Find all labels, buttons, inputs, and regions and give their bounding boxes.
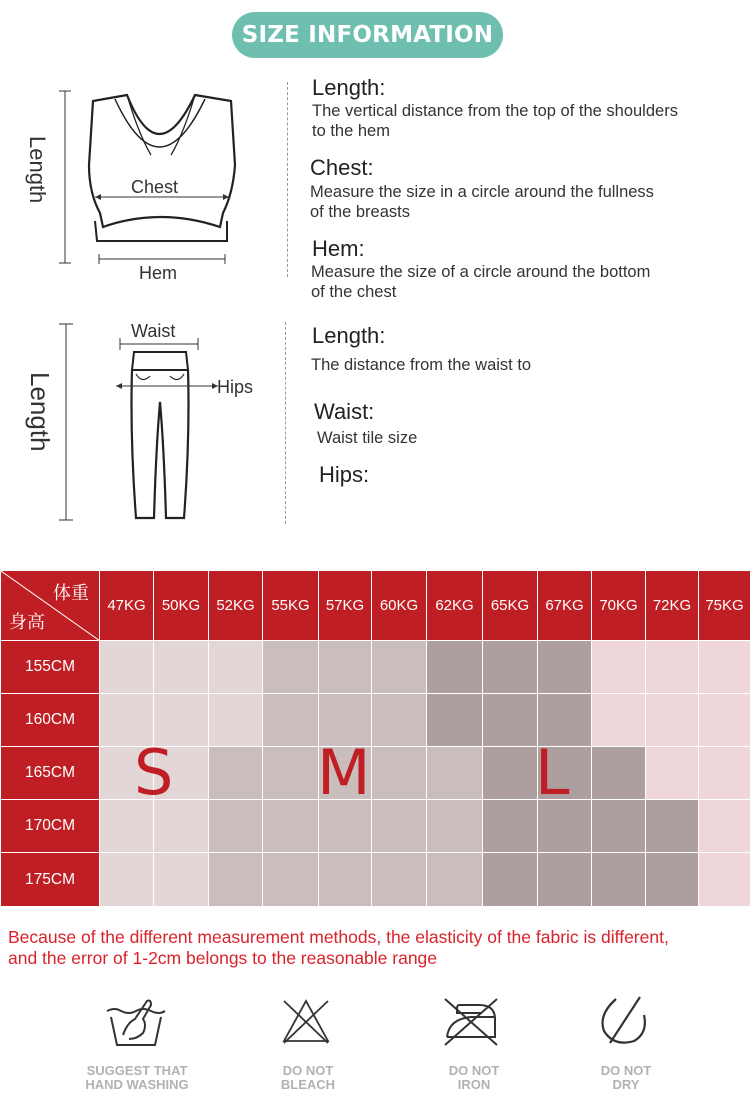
size-cell [483,641,538,694]
table-row [1,747,750,800]
size-cell [372,853,427,907]
waist-label: Waist [131,321,176,341]
table-row [1,694,750,747]
bra-length-label: Length [25,136,50,204]
size-cell [209,641,263,694]
measurement-disclaimer: Because of the different measurement methods, the elasticity of the fabric is different, and the error of 1-2cm belongs to the reasonable range [8,927,669,968]
weight-header-cell: 70KG [592,571,646,641]
size-cell [263,747,319,800]
desc-length-title: Length: [312,75,386,100]
size-cell [592,747,646,800]
size-cell [372,800,427,853]
size-cell [646,641,699,694]
no-bleach-icon [280,997,332,1047]
size-cell [319,641,372,694]
desc-hem-title: Hem: [312,236,365,261]
weight-header-cell: 55KG [263,571,319,641]
size-chart-table [0,570,750,907]
size-cell [100,641,154,694]
hand-wash-icon [103,995,169,1053]
no-bleach-label: DO NOT BLEACH [280,1063,336,1092]
size-cell [646,853,699,907]
table-row [1,641,750,694]
size-cell [427,694,483,747]
weight-header-cell: 72KG [646,571,699,641]
height-header-cell: 165CM [1,747,100,800]
size-cell [263,641,319,694]
size-cell [699,747,750,800]
height-header-cell: 155CM [1,641,100,694]
no-dry-icon [596,993,650,1049]
size-cell [209,747,263,800]
desc-length-text: The vertical distance from the top of the shoulders to the hem [312,102,678,140]
size-cell [646,800,699,853]
size-letter-m: M [317,736,371,809]
size-cell [209,694,263,747]
height-header-cell: 170CM [1,800,100,853]
size-cell [372,641,427,694]
size-cell [699,853,750,907]
no-dry-label: DO NOT DRY [600,1063,652,1092]
size-cell [699,641,750,694]
size-cell [209,853,263,907]
table-header-row [1,571,750,641]
size-cell [372,694,427,747]
size-cell [263,694,319,747]
size-cell [154,853,209,907]
table-row [1,800,750,853]
hem-label: Hem [139,263,178,283]
chest-label: Chest [131,177,179,197]
size-cell [646,694,699,747]
size-cell [592,641,646,694]
size-cell [427,800,483,853]
size-cell [646,747,699,800]
desc-hips-title: Hips: [319,462,370,487]
size-cell [538,641,592,694]
leggings-diagram [50,318,270,528]
size-cell [427,747,483,800]
weight-header-cell: 75KG [699,571,750,641]
size-cell [483,694,538,747]
size-cell [592,853,646,907]
desc-chest-title: Chest: [310,155,374,180]
hips-label: Hips [217,377,254,397]
leggings-length-label: Length [25,372,55,452]
size-cell [209,800,263,853]
height-header-cell: 160CM [1,694,100,747]
desc-waist-text: Waist tile size [317,429,418,447]
size-letter-l: L [535,736,570,809]
divider-bottom [285,322,286,524]
weight-header-cell: 47KG [100,571,154,641]
corner-height-label: 身高 [9,612,45,633]
desc-waist-title: Waist: [314,399,375,424]
size-cell [427,853,483,907]
weight-header-cell: 52KG [209,571,263,641]
weight-header-cell: 60KG [372,571,427,641]
size-cell [538,853,592,907]
size-cell [483,800,538,853]
size-cell [592,694,646,747]
divider-top [287,82,288,277]
weight-header-cell: 67KG [538,571,592,641]
page-title: SIZE INFORMATION [232,12,503,58]
size-cell [263,853,319,907]
no-iron-icon [441,995,501,1049]
desc-length2-title: Length: [312,323,386,348]
height-header-cell: 175CM [1,853,100,907]
table-row [1,853,750,907]
size-cell [699,694,750,747]
weight-header-cell: 57KG [319,571,372,641]
size-cell [427,641,483,694]
no-iron-label: DO NOT IRON [448,1063,500,1092]
size-cell [154,641,209,694]
size-cell [483,747,538,800]
size-cell [483,853,538,907]
size-cell [100,853,154,907]
weight-header-cell: 62KG [427,571,483,641]
desc-length2-text: The distance from the waist to [311,356,532,374]
size-cell [263,800,319,853]
size-cell [319,853,372,907]
table-corner-cell [1,571,100,641]
size-cell [372,747,427,800]
hand-wash-label: SUGGEST THAT HAND WASHING [85,1063,189,1092]
size-cell [592,800,646,853]
desc-chest-text: Measure the size in a circle around the fullness of the breasts [310,183,654,221]
corner-weight-label: 体重 [53,583,89,604]
weight-header-cell: 50KG [154,571,209,641]
weight-header-cell: 65KG [483,571,538,641]
desc-hem-text: Measure the size of a circle around the bottom of the chest [311,263,651,301]
size-cell [699,800,750,853]
size-letter-s: S [134,736,174,809]
